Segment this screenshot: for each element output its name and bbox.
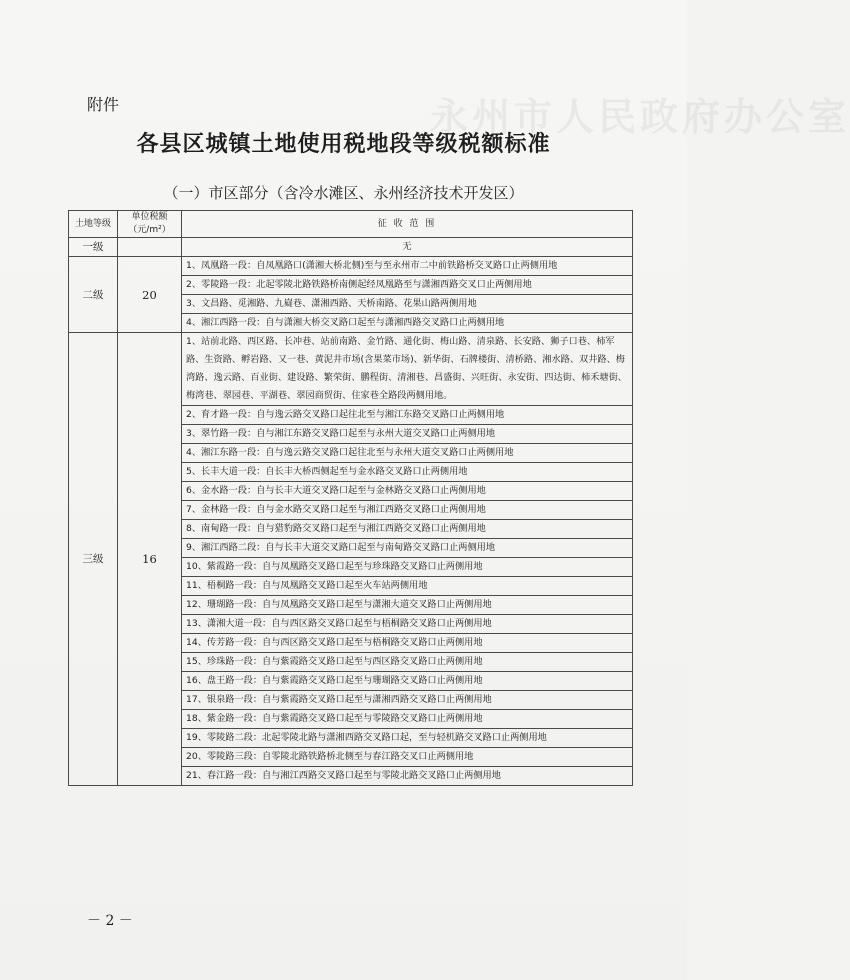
scope-cell: 1、凤凰路一段：自凤凰路口(潇湘大桥北侧)至与至永州市二中前铁路桥交叉路口止两侧用地 bbox=[182, 257, 633, 276]
scope-cell: 8、南甸路一段：自与猎豹路交叉路口起至与湘江西路交叉路口止两侧用地 bbox=[182, 520, 633, 539]
header-grade: 土地等级 bbox=[69, 211, 118, 238]
scope-cell: 14、传芳路一段：自与西区路交叉路口起至与梧桐路交叉路口止两侧用地 bbox=[182, 634, 633, 653]
header-scope: 征 收 范 围 bbox=[182, 211, 633, 238]
scope-cell: 4、湘江西路一段：自与潇湘大桥交叉路口起至与潇湘西路交叉路口止两侧用地 bbox=[182, 314, 633, 333]
table-row bbox=[69, 257, 633, 276]
rate-cell: 16 bbox=[118, 333, 182, 786]
scope-cell: 11、梧桐路一段：自与凤凰路交叉路口起至火车站两侧用地 bbox=[182, 577, 633, 596]
scope-cell: 17、银泉路一段：自与紫霞路交叉路口起至与潇湘西路交叉路口止两侧用地 bbox=[182, 691, 633, 710]
scope-cell: 16、盘王路一段：自与紫霞路交叉路口起至与珊瑚路交叉路口止两侧用地 bbox=[182, 672, 633, 691]
scope-cell: 19、零陵路二段：北起零陵北路与潇湘西路交叉路口起，至与轻机路交叉路口止两侧用地 bbox=[182, 729, 633, 748]
grade-cell: 三级 bbox=[69, 333, 118, 786]
grade-cell: 一级 bbox=[69, 238, 118, 257]
section-heading: （一）市区部分（含冷水滩区、永州经济技术开发区） bbox=[163, 184, 524, 202]
document-title: 各县区城镇土地使用税地段等级税额标准 bbox=[136, 132, 551, 157]
table-row-grade1 bbox=[69, 238, 633, 257]
scope-cell: 12、珊瑚路一段：自与凤凰路交叉路口起至与潇湘大道交叉路口止两侧用地 bbox=[182, 596, 633, 615]
scope-cell: 20、零陵路三段：自零陵北路铁路桥北侧至与春江路交叉口止两侧用地 bbox=[182, 748, 633, 767]
rate-cell bbox=[118, 238, 182, 257]
header-rate: 单位税额（元/m²） bbox=[118, 211, 182, 238]
table-header-row bbox=[69, 211, 633, 238]
rate-cell: 20 bbox=[118, 257, 182, 333]
scope-cell: 10、紫霞路一段：自与凤凰路交叉路口起至与珍珠路交叉路口止两侧用地 bbox=[182, 558, 633, 577]
attachment-label: 附件 bbox=[87, 95, 120, 114]
scope-cell: 9、湘江西路二段：自与长丰大道交叉路口起至与南甸路交叉路口止两侧用地 bbox=[182, 539, 633, 558]
scope-cell: 无 bbox=[182, 238, 633, 257]
grade-cell: 二级 bbox=[69, 257, 118, 333]
scope-cell: 4、湘江东路一段：自与逸云路交叉路口起往北至与永州大道交叉路口止两侧用地 bbox=[182, 444, 633, 463]
scope-cell: 21、春江路一段：自与湘江西路交叉路口起至与零陵北路交叉路口止两侧用地 bbox=[182, 767, 633, 786]
scope-cell: 13、潇湘大道一段：自与西区路交叉路口起至与梧桐路交叉路口止两侧用地 bbox=[182, 615, 633, 634]
scope-cell: 7、金林路一段：自与金水路交叉路口起至与湘江西路交叉路口止两侧用地 bbox=[182, 501, 633, 520]
tax-standard-table bbox=[68, 210, 633, 786]
watermark: 永州市人民政府办公室 bbox=[430, 94, 850, 139]
scope-cell: 15、珍珠路一段：自与紫霞路交叉路口起至与西区路交叉路口止两侧用地 bbox=[182, 653, 633, 672]
scope-cell: 3、翠竹路一段：自与湘江东路交叉路口起至与永州大道交叉路口止两侧用地 bbox=[182, 425, 633, 444]
scope-cell: 1、站前北路、西区路、长冲巷、站前南路、金竹路、通化街、梅山路、清泉路、长安路、狮子口巷、柿军路、生资路、孵岩路、又一巷、黄泥井市场(含果菜市场)、新华街、石牌楼街、清桥路、湘水路、双井路、梅湾路、逸云路、百业街、建设路、繁荣街、鹏程街、清湘巷、昌盛街、兴旺街、永安街、四达街、柿禾塘街、梅湾巷、翠园巷、平湖巷、翠园商贸街、住家巷全路段两侧用地。 bbox=[182, 333, 633, 406]
table-row bbox=[69, 333, 633, 406]
page-number: － 2 － bbox=[87, 913, 133, 929]
scope-cell: 5、长丰大道一段：自长丰大桥西侧起至与金水路交叉路口止两侧用地 bbox=[182, 463, 633, 482]
scope-cell: 3、文昌路、觅湘路、九嶷巷、潇湘西路、天桥南路、花果山路两侧用地 bbox=[182, 295, 633, 314]
scope-cell: 18、紫金路一段：自与紫霞路交叉路口起至与零陵路交叉路口止两侧用地 bbox=[182, 710, 633, 729]
scope-cell: 2、零陵路一段：北起零陵北路铁路桥南侧起经凤凰路至与潇湘西路交叉口止两侧用地 bbox=[182, 276, 633, 295]
scope-cell: 2、育才路一段：自与逸云路交叉路口起往北至与湘江东路交叉路口止两侧用地 bbox=[182, 406, 633, 425]
scope-cell: 6、金水路一段：自与长丰大道交叉路口起至与金林路交叉路口止两侧用地 bbox=[182, 482, 633, 501]
